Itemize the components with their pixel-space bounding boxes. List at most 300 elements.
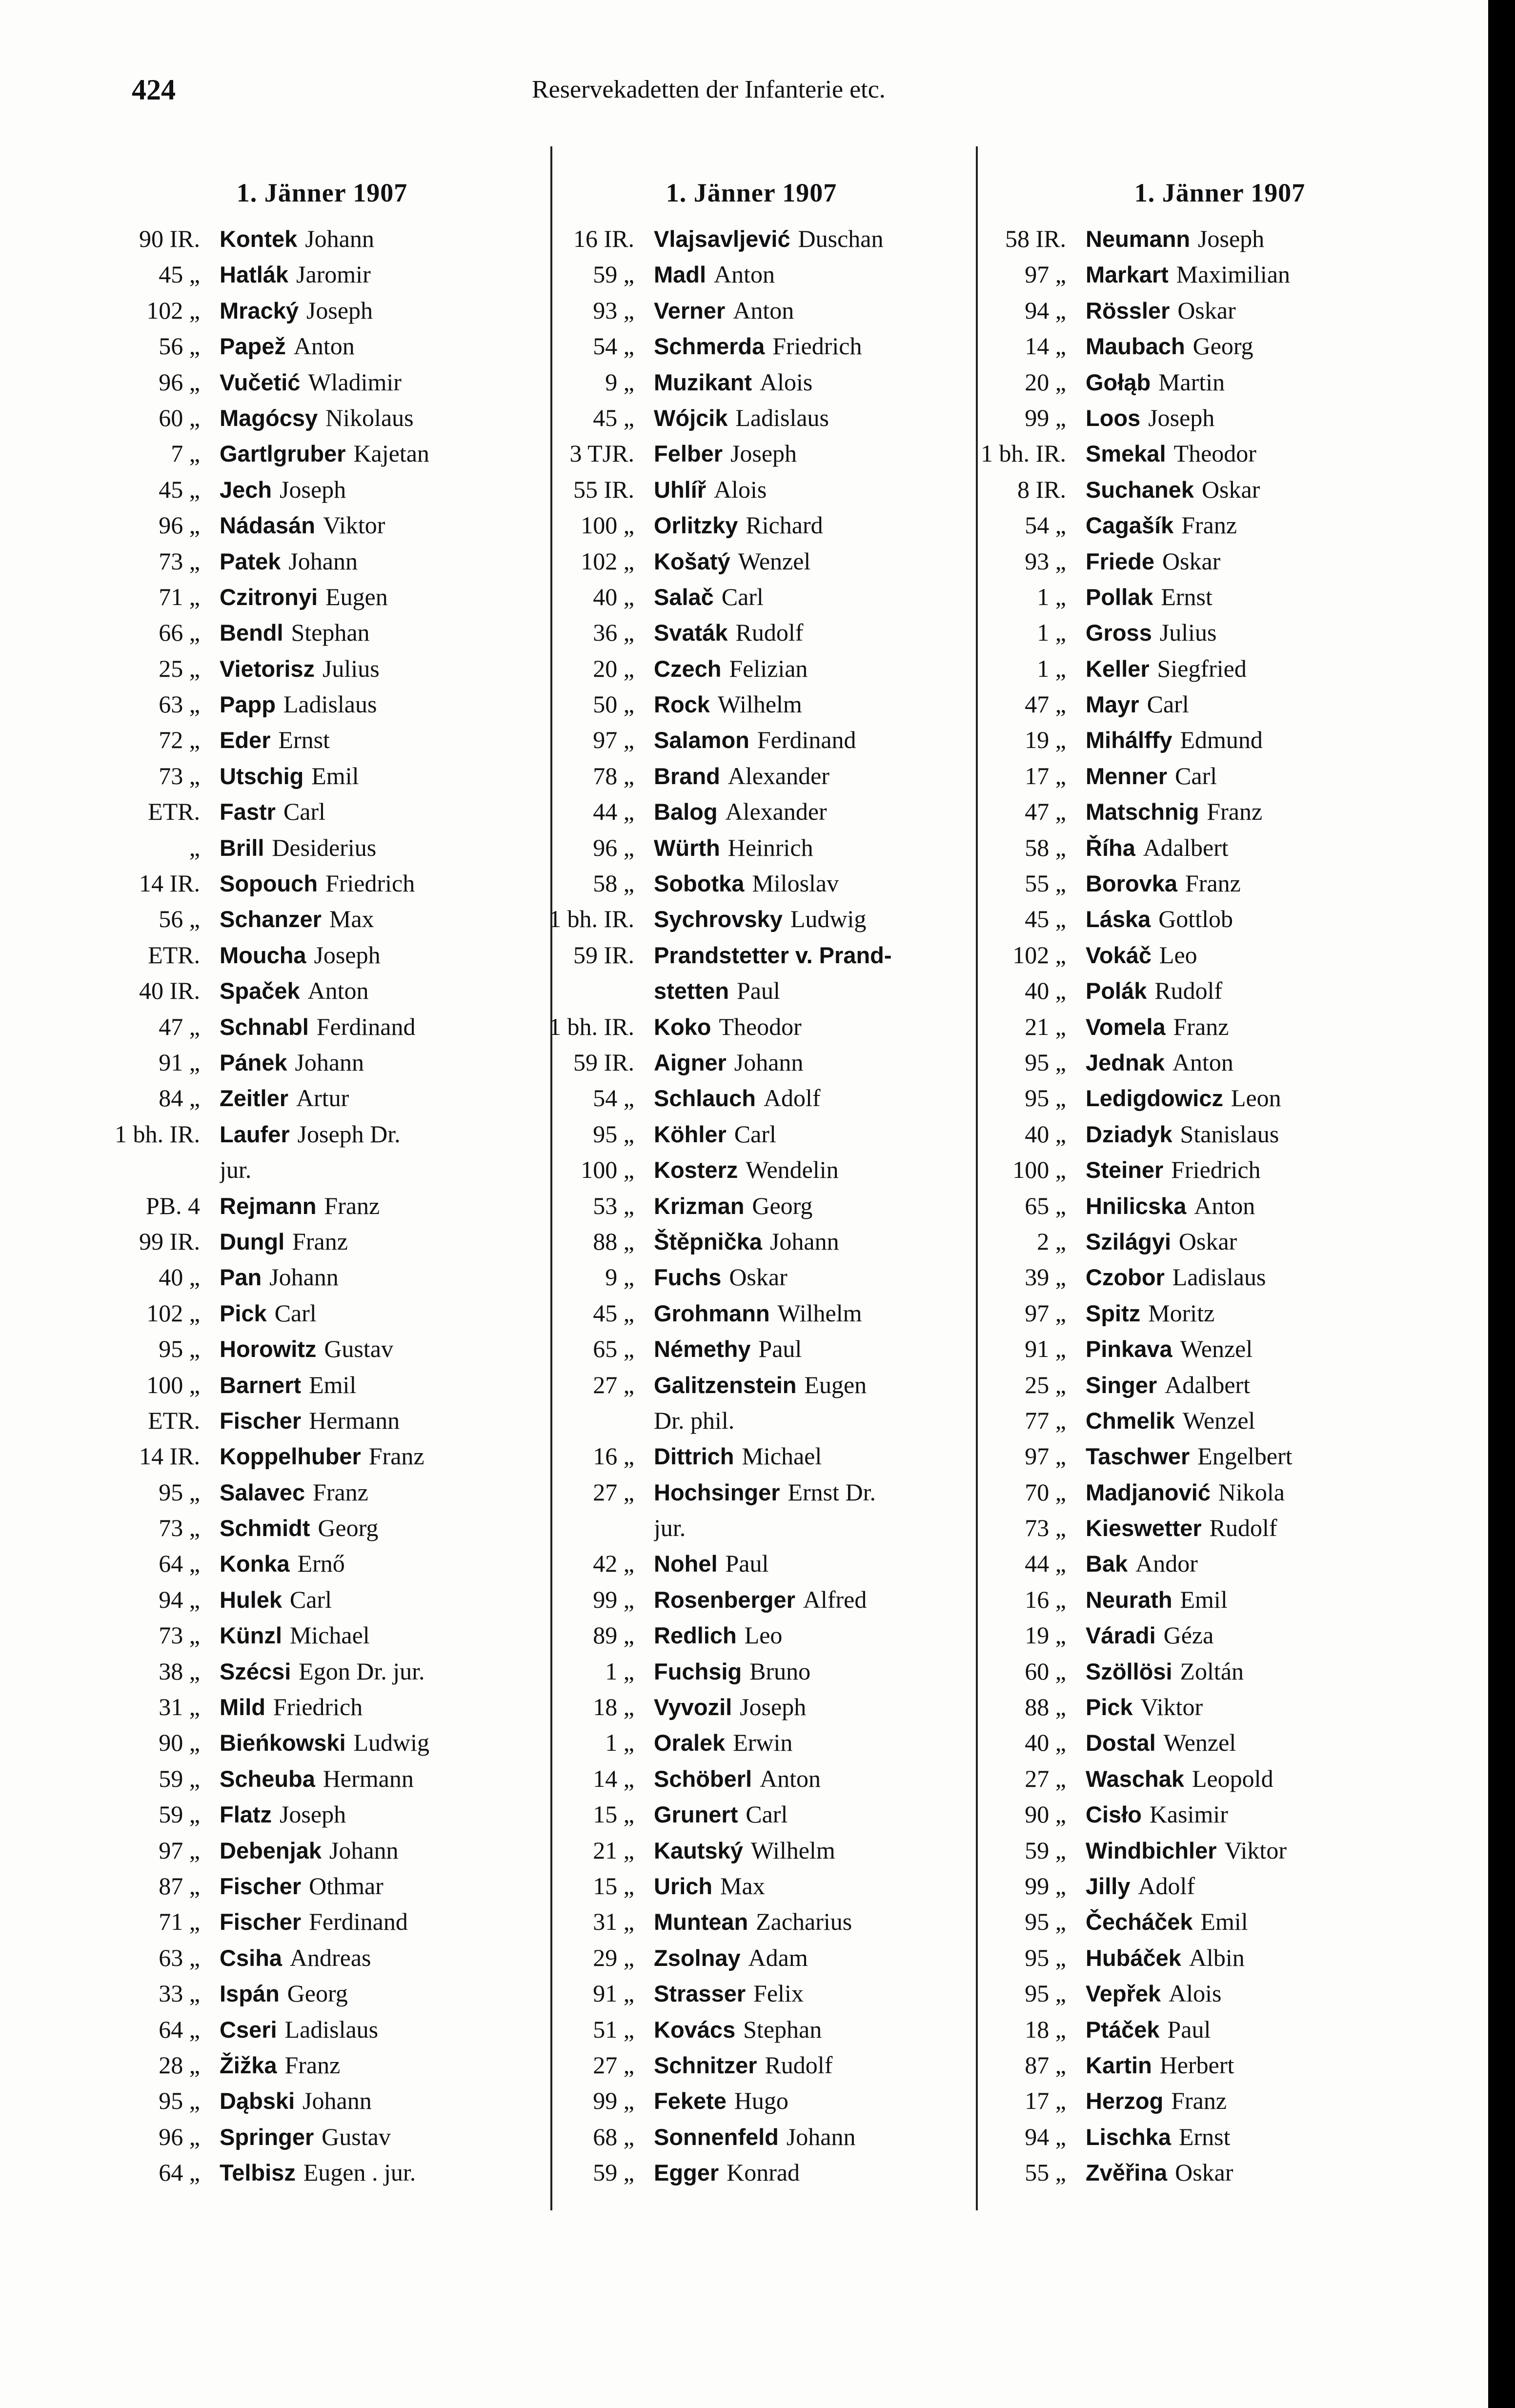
list-item	[964, 794, 1476, 830]
regiment-number: 55 IR.	[573, 475, 634, 503]
list-item	[964, 830, 1476, 866]
regiment-number: 29 „	[593, 1943, 634, 1971]
given-name: Jaromir	[296, 261, 371, 288]
list-item	[98, 1510, 546, 1546]
person-name	[220, 436, 546, 471]
surname: Loos	[1086, 405, 1141, 431]
person-name	[654, 1582, 971, 1618]
given-name: Ludwig	[353, 1729, 430, 1757]
person-name	[654, 1475, 971, 1510]
given-name: Ladislaus	[283, 690, 377, 718]
surname: Czech	[654, 655, 722, 682]
regiment-number: 8 IR.	[1017, 475, 1066, 503]
person-name	[654, 1618, 971, 1653]
person-name	[220, 364, 546, 400]
regiment-number: ETR.	[148, 1406, 200, 1434]
list-item	[98, 866, 546, 901]
list-item	[532, 1188, 971, 1224]
given-name: Paul	[758, 1335, 802, 1363]
surname: Mracký	[220, 297, 299, 324]
given-name: Georg	[1192, 332, 1253, 360]
surname: Urich	[654, 1873, 713, 1899]
given-name: Rudolf	[765, 2051, 833, 2079]
person-name	[1086, 866, 1476, 901]
given-name: Ernst	[278, 726, 330, 754]
regiment-number: 45 „	[593, 404, 634, 431]
regiment-number: 58 „	[1025, 833, 1066, 861]
regiment-number: 59 IR.	[573, 1048, 634, 1076]
given-name: Rudolf	[1154, 977, 1223, 1005]
surname: Rock	[654, 691, 710, 718]
regiment-number: 54 „	[1025, 511, 1066, 539]
given-name: Felix	[753, 1980, 804, 2007]
list-item	[964, 1797, 1476, 1832]
person-name	[654, 1045, 971, 1080]
surname: Hochsinger	[654, 1479, 780, 1505]
regiment-number: 1 „	[1037, 619, 1066, 647]
person-name	[220, 937, 546, 973]
person-name	[220, 507, 546, 543]
surname: Brand	[654, 763, 720, 789]
list-item	[964, 1259, 1476, 1295]
given-name: Joseph	[280, 475, 346, 503]
regiment-number: 88 „	[1025, 1693, 1066, 1721]
person-name	[220, 1725, 546, 1760]
list-item	[532, 1797, 971, 1832]
person-name	[1086, 1438, 1476, 1474]
list-item	[98, 1259, 546, 1295]
surname: Kovács	[654, 2016, 736, 2043]
given-name: Edmund	[1180, 726, 1263, 754]
given-name: Bruno	[749, 1657, 811, 1685]
list-item	[98, 579, 546, 615]
list-item	[964, 1009, 1476, 1045]
regiment-number: 9 „	[605, 1263, 634, 1291]
list-item	[532, 1259, 971, 1295]
list-item	[532, 400, 971, 436]
given-name: Zoltán	[1180, 1657, 1244, 1685]
surname: Gross	[1086, 620, 1152, 646]
list-item	[98, 1833, 546, 1868]
regiment-number: 100 „	[1012, 1156, 1066, 1184]
given-name: Franz	[313, 1478, 368, 1506]
surname: Pick	[220, 1300, 267, 1326]
surname: Czitronyi	[220, 584, 318, 610]
regiment-number: 28 „	[159, 2051, 200, 2079]
given-name: Adolf	[1138, 1872, 1195, 1900]
surname: Vokáč	[1086, 942, 1151, 968]
list-item	[532, 2047, 971, 2083]
list-item	[532, 1009, 971, 1045]
person-name	[654, 1152, 971, 1188]
regiment-number: 102 „	[146, 296, 200, 324]
regiment-number: 73 „	[1025, 1514, 1066, 1542]
person-name	[1086, 651, 1476, 687]
surname: Verner	[654, 297, 726, 324]
surname: Herzog	[1086, 2088, 1164, 2114]
regiment-number: 58 IR.	[1005, 225, 1066, 252]
given-name: Wilhelm	[717, 690, 802, 718]
person-name	[1086, 1045, 1476, 1080]
given-name: Julius	[1159, 619, 1217, 647]
list-item	[98, 1904, 546, 1940]
regiment-number: 95 „	[159, 1335, 200, 1363]
given-name: Kajetan	[353, 440, 429, 467]
surname: Czobor	[1086, 1264, 1165, 1291]
list-item	[98, 722, 546, 758]
person-name	[220, 1904, 546, 1940]
surname: Brill	[220, 834, 264, 861]
surname: Ispán	[220, 1981, 280, 2007]
person-name	[220, 2119, 546, 2155]
regiment-number: 20 „	[593, 654, 634, 682]
surname: Würth	[654, 834, 720, 861]
regiment-number: 94 „	[1025, 296, 1066, 324]
regiment-number: 78 „	[593, 762, 634, 789]
regiment-number: 97 „	[1025, 1299, 1066, 1327]
regiment-number: 95 „	[593, 1120, 634, 1148]
surname: Vučetić	[220, 369, 301, 395]
surname: Suchanek	[1086, 476, 1194, 503]
regiment-number: 9 „	[605, 368, 634, 396]
person-name	[220, 1080, 546, 1116]
person-name	[654, 1116, 971, 1152]
list-item	[98, 1940, 546, 1976]
given-name: Friedrich	[325, 870, 415, 897]
list-item	[964, 2047, 1476, 2083]
person-name	[1086, 257, 1476, 292]
surname: Patek	[220, 548, 281, 574]
list-item	[532, 1510, 971, 1546]
regiment-number: 66 „	[159, 619, 200, 647]
person-name	[220, 328, 546, 364]
list-item	[98, 1976, 546, 2011]
person-name	[1086, 293, 1476, 328]
surname: Dittrich	[654, 1443, 734, 1470]
given-name: Erwin	[733, 1729, 793, 1757]
regiment-number: 1 „	[1037, 583, 1066, 610]
scan-border	[1488, 0, 1515, 2408]
surname: Kontek	[220, 226, 298, 252]
list-item	[964, 1582, 1476, 1618]
regiment-number: ETR.	[148, 941, 200, 969]
given-name: Rudolf	[1209, 1514, 1277, 1542]
regiment-number: 16 „	[593, 1442, 634, 1470]
surname: Pick	[1086, 1694, 1133, 1720]
regiment-number: 45 „	[1025, 905, 1066, 933]
person-name	[1086, 1761, 1476, 1797]
given-name: Stanislaus	[1180, 1120, 1279, 1148]
regiment-number: 19 „	[1025, 1621, 1066, 1649]
regiment-number: 87 „	[159, 1872, 200, 1900]
person-name	[220, 1438, 546, 1474]
given-name: Emil	[311, 762, 359, 789]
person-name	[220, 544, 546, 579]
given-name: Anton	[293, 332, 355, 360]
person-name	[654, 937, 971, 973]
surname: Svaták	[654, 620, 728, 646]
person-name	[220, 257, 546, 292]
regiment-number: 53 „	[593, 1192, 634, 1219]
person-name	[220, 973, 546, 1009]
given-name: Wenzel	[738, 547, 811, 575]
given-name: Johann	[734, 1048, 804, 1076]
given-name: Eugen	[325, 583, 388, 610]
regiment-number: 94 „	[159, 1585, 200, 1613]
given-name: Max	[720, 1872, 765, 1900]
given-name: Georg	[318, 1514, 379, 1542]
person-name	[220, 1152, 546, 1188]
surname: Künzl	[220, 1622, 282, 1649]
person-name	[654, 794, 971, 830]
list-item	[98, 507, 546, 543]
person-name	[220, 1009, 546, 1045]
surname: Papp	[220, 691, 276, 718]
list-item	[98, 1188, 546, 1224]
given-name: Joseph	[314, 941, 381, 969]
person-name	[654, 2012, 971, 2047]
person-name	[1086, 1331, 1476, 1367]
person-name	[1086, 1725, 1476, 1760]
surname: Čecháček	[1086, 1909, 1193, 1935]
person-name	[654, 328, 971, 364]
given-name: Wendelin	[746, 1156, 839, 1184]
surname: Mayr	[1086, 691, 1139, 718]
given-name: Anton	[713, 261, 775, 288]
surname: Kartin	[1086, 2052, 1152, 2078]
list-item	[964, 472, 1476, 507]
list-item	[532, 1761, 971, 1797]
given-name: Felizian	[729, 654, 808, 682]
list-item	[98, 937, 546, 973]
list-item	[964, 2012, 1476, 2047]
regiment-number: 60 „	[1025, 1657, 1066, 1685]
list-item	[532, 472, 971, 507]
given-name: Joseph	[1198, 225, 1265, 252]
list-item	[98, 1761, 546, 1797]
regiment-number: 18 „	[1025, 2015, 1066, 2043]
person-name	[1086, 1475, 1476, 1510]
given-name: Alois	[1169, 1980, 1222, 2007]
person-name	[1086, 579, 1476, 615]
regiment-number: 40 „	[159, 1263, 200, 1291]
surname: Grunert	[654, 1801, 738, 1828]
list-item	[532, 1582, 971, 1618]
person-name	[654, 758, 971, 794]
regiment-number: 27 „	[593, 2051, 634, 2079]
surname: Polák	[1086, 978, 1147, 1004]
regiment-number: 73 „	[159, 1514, 200, 1542]
person-name	[654, 1438, 971, 1474]
surname: Debenjak	[220, 1837, 322, 1863]
person-name	[1086, 937, 1476, 973]
list-item	[98, 1152, 546, 1188]
person-name	[220, 472, 546, 507]
given-name: Oskar	[1175, 2159, 1233, 2186]
regiment-number: 96 „	[159, 2123, 200, 2150]
regiment-number: 15 „	[593, 1801, 634, 1828]
given-name: Maximilian	[1176, 261, 1291, 288]
person-name	[654, 830, 971, 866]
regiment-number: 96 „	[159, 368, 200, 396]
person-name	[1086, 1582, 1476, 1618]
regiment-number: 95 „	[1025, 1084, 1066, 1112]
list-item	[532, 293, 971, 328]
person-name	[1086, 1367, 1476, 1403]
given-name: jur.	[220, 1156, 252, 1184]
list-item	[964, 1045, 1476, 1080]
list-item	[532, 221, 971, 257]
list-item	[98, 1367, 546, 1403]
given-name: Stephan	[291, 619, 370, 647]
surname: Grohmann	[654, 1300, 770, 1326]
surname: Schanzer	[220, 906, 322, 932]
person-name	[1086, 364, 1476, 400]
person-name	[220, 758, 546, 794]
regiment-number: 93 „	[593, 296, 634, 324]
regiment-number: 21 „	[1025, 1012, 1066, 1040]
given-name: Martin	[1158, 368, 1225, 396]
surname: Vomela	[1086, 1013, 1166, 1040]
surname: Fuchsig	[654, 1658, 742, 1684]
person-name	[1086, 1904, 1476, 1940]
given-name: jur.	[654, 1514, 686, 1542]
surname: Moucha	[220, 942, 306, 968]
list-item	[964, 221, 1476, 257]
person-name	[1086, 400, 1476, 436]
list-item	[964, 937, 1476, 973]
person-name	[654, 1868, 971, 1904]
given-name: Adalbert	[1143, 833, 1229, 861]
given-name: Ernst Dr.	[788, 1478, 876, 1506]
person-name	[220, 1868, 546, 1904]
list-item	[532, 615, 971, 650]
surname: Horowitz	[220, 1336, 317, 1362]
list-item	[532, 1152, 971, 1188]
list-item	[98, 1116, 546, 1152]
person-name	[1086, 758, 1476, 794]
given-name: Rudolf	[735, 619, 804, 647]
list-item	[98, 615, 546, 650]
person-name	[220, 1045, 546, 1080]
person-name	[220, 615, 546, 650]
regiment-number: 99 „	[1025, 404, 1066, 431]
list-item	[964, 1510, 1476, 1546]
surname: Cagašík	[1086, 512, 1174, 539]
person-name	[654, 507, 971, 543]
surname: Hatlák	[220, 262, 289, 288]
given-name: Wladimir	[308, 368, 402, 396]
surname: Utschig	[220, 763, 304, 789]
surname: Taschwer	[1086, 1443, 1190, 1470]
given-name: Joseph Dr.	[297, 1120, 401, 1148]
given-name: Alfred	[803, 1585, 867, 1613]
regiment-number: 95 „	[1025, 1943, 1066, 1971]
given-name: Paul	[725, 1550, 769, 1578]
given-name: Hermann	[309, 1406, 400, 1434]
given-name: Ludwig	[790, 905, 867, 933]
list-item	[964, 2083, 1476, 2119]
person-name	[1086, 1976, 1476, 2011]
given-name: Hermann	[323, 1764, 414, 1792]
list-item	[964, 1618, 1476, 1653]
regiment-number: 97 „	[593, 726, 634, 754]
given-name: Joseph	[279, 1801, 346, 1828]
list-item	[532, 901, 971, 937]
list-item	[98, 2012, 546, 2047]
regiment-number: 59 „	[1025, 1836, 1066, 1864]
regiment-number: 95 „	[1025, 1908, 1066, 1936]
regiment-number: 27 „	[593, 1371, 634, 1398]
surname: Papež	[220, 333, 286, 360]
surname: Maubach	[1086, 333, 1185, 360]
given-name: Friedrich	[1171, 1156, 1261, 1184]
given-name: Ferdinand	[757, 726, 856, 754]
regiment-number: 99 „	[593, 1585, 634, 1613]
list-item	[532, 1403, 971, 1438]
list-item	[98, 651, 546, 687]
person-name	[220, 830, 546, 866]
surname: Madjanović	[1086, 1479, 1211, 1505]
given-name: Albin	[1189, 1943, 1245, 1971]
given-name: Anton	[1194, 1192, 1255, 1219]
person-name	[1086, 2155, 1476, 2190]
regiment-number: 42 „	[593, 1550, 634, 1578]
regiment-number: 44 „	[593, 798, 634, 826]
surname: Štěpnička	[654, 1228, 763, 1255]
given-name: Adalbert	[1165, 1371, 1251, 1398]
regiment-number: 96 „	[159, 511, 200, 539]
regiment-number: 102 „	[146, 1299, 200, 1327]
person-name	[220, 1546, 546, 1581]
given-name: Carl	[721, 583, 764, 610]
surname: Gartlgruber	[220, 441, 346, 467]
list-item	[98, 1403, 546, 1438]
person-name	[1086, 722, 1476, 758]
given-name: Leopold	[1192, 1764, 1273, 1792]
surname: Köhler	[654, 1121, 727, 1147]
list-item	[964, 687, 1476, 722]
surname: Felber	[654, 441, 723, 467]
given-name: Herbert	[1159, 2051, 1234, 2079]
given-name: Alois	[759, 368, 813, 396]
given-name: Leo	[1159, 941, 1197, 969]
regiment-number: 84 „	[159, 1084, 200, 1112]
surname: Gołąb	[1086, 369, 1151, 395]
person-name	[1086, 1654, 1476, 1689]
surname: Telbisz	[220, 2160, 296, 2186]
given-name: Johann	[269, 1263, 339, 1291]
list-item	[964, 2119, 1476, 2155]
given-name: Alexander	[727, 762, 829, 789]
given-name: Carl	[274, 1299, 317, 1327]
list-item	[98, 436, 546, 471]
list-item	[532, 2083, 971, 2119]
given-name: Eugen	[804, 1371, 867, 1398]
person-name	[654, 1940, 971, 1976]
list-item	[98, 1295, 546, 1331]
person-name	[220, 1761, 546, 1797]
person-name	[220, 221, 546, 257]
given-name: Joseph	[1148, 404, 1215, 431]
surname: Uhlíř	[654, 476, 707, 503]
surname: Nohel	[654, 1551, 718, 1577]
list-item	[964, 1833, 1476, 1868]
list-item	[532, 830, 971, 866]
list-item	[964, 1868, 1476, 1904]
regiment-number: 17 „	[1025, 2087, 1066, 2115]
list-item	[532, 1618, 971, 1653]
